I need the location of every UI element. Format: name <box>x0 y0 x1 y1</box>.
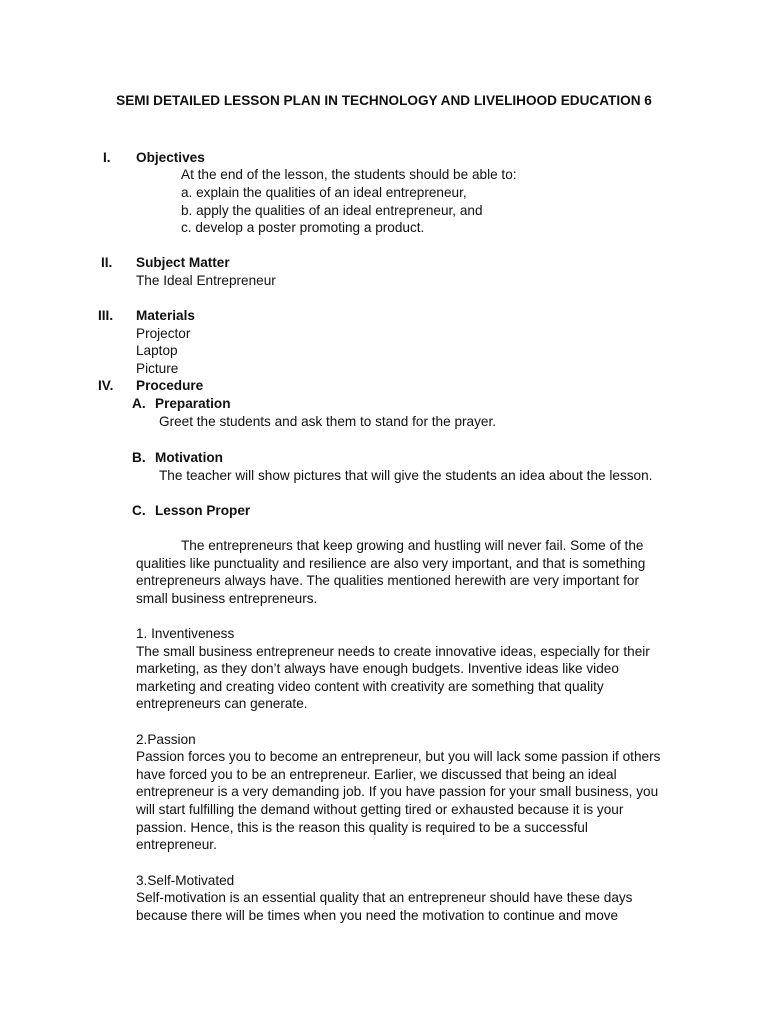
material-item: Projector <box>136 326 191 341</box>
quality-line: The small business entrepreneur needs to create innovative ideas, especially for their <box>136 644 650 659</box>
materials-numeral: III. <box>98 308 114 323</box>
quality-line: Self-motivation is an essential quality that an entrepreneur should have these days <box>136 890 633 905</box>
preparation-heading: Preparation <box>155 396 231 411</box>
material-item: Laptop <box>136 343 178 358</box>
subject-matter-heading: Subject Matter <box>136 255 230 270</box>
objectives-intro: At the end of the lesson, the students should be able to: <box>181 167 517 182</box>
motivation-label: B. <box>132 450 146 465</box>
procedure-heading: Procedure <box>136 378 204 393</box>
quality-line: have forced you to be an entrepreneur. Earlier, we discussed that being an ideal <box>136 767 617 782</box>
lesson-proper-label: C. <box>132 503 146 518</box>
lesson-intro-line: The entrepreneurs that keep growing and hustling will never fail. Some of the <box>181 538 644 553</box>
quality-line: passion. Hence, this is the reason this quality is required to be a successful <box>136 820 588 835</box>
quality-line: will start fulfilling the demand without getting tired or exhausted because it is your <box>136 802 624 817</box>
quality-line: marketing and creating video content with creativity are something that quality <box>136 679 604 694</box>
lesson-proper-heading: Lesson Proper <box>155 503 251 518</box>
subject-matter-text: The Ideal Entrepreneur <box>136 273 276 288</box>
motivation-heading: Motivation <box>155 450 223 465</box>
quality-line: Passion forces you to become an entrepreneur, but you will lack some passion if others <box>136 749 661 764</box>
objective-item: b. apply the qualities of an ideal entrepreneur, and <box>181 203 483 218</box>
objective-item: a. explain the qualities of an ideal entrepreneur, <box>181 185 467 200</box>
quality-heading: 1. Inventiveness <box>136 626 235 641</box>
quality-line: entrepreneurs can generate. <box>136 696 308 711</box>
document-title: SEMI DETAILED LESSON PLAN IN TECHNOLOGY AND LIVELIHOOD EDUCATION 6 <box>116 93 652 108</box>
preparation-text: Greet the students and ask them to stand for the prayer. <box>159 414 497 429</box>
procedure-numeral: IV. <box>98 378 114 393</box>
lesson-intro-line: entrepreneurs always have. The qualities mentioned herewith are very important for <box>136 573 639 588</box>
preparation-label: A. <box>132 396 146 411</box>
subject-matter-numeral: II. <box>101 255 113 270</box>
quality-heading: 3.Self-Motivated <box>136 873 235 888</box>
lesson-intro-line: small business entrepreneurs. <box>136 591 318 606</box>
objectives-numeral: I. <box>103 150 111 165</box>
quality-heading: 2.Passion <box>136 732 196 747</box>
materials-heading: Materials <box>136 308 195 323</box>
material-item: Picture <box>136 361 179 376</box>
quality-line: because there will be times when you need the motivation to continue and move <box>136 908 619 923</box>
quality-line: entrepreneur is a very demanding job. If you have passion for your small business, you <box>136 784 659 799</box>
motivation-text: The teacher will show pictures that will give the students an idea about the lesson. <box>159 468 653 483</box>
objectives-heading: Objectives <box>136 150 205 165</box>
quality-line: entrepreneur. <box>136 837 217 852</box>
objective-item: c. develop a poster promoting a product. <box>181 220 425 235</box>
lesson-intro-line: qualities like punctuality and resilience are also very important, and that is something <box>136 556 646 571</box>
quality-line: marketing, as they don’t always have enough budgets. Inventive ideas like video <box>136 661 619 676</box>
